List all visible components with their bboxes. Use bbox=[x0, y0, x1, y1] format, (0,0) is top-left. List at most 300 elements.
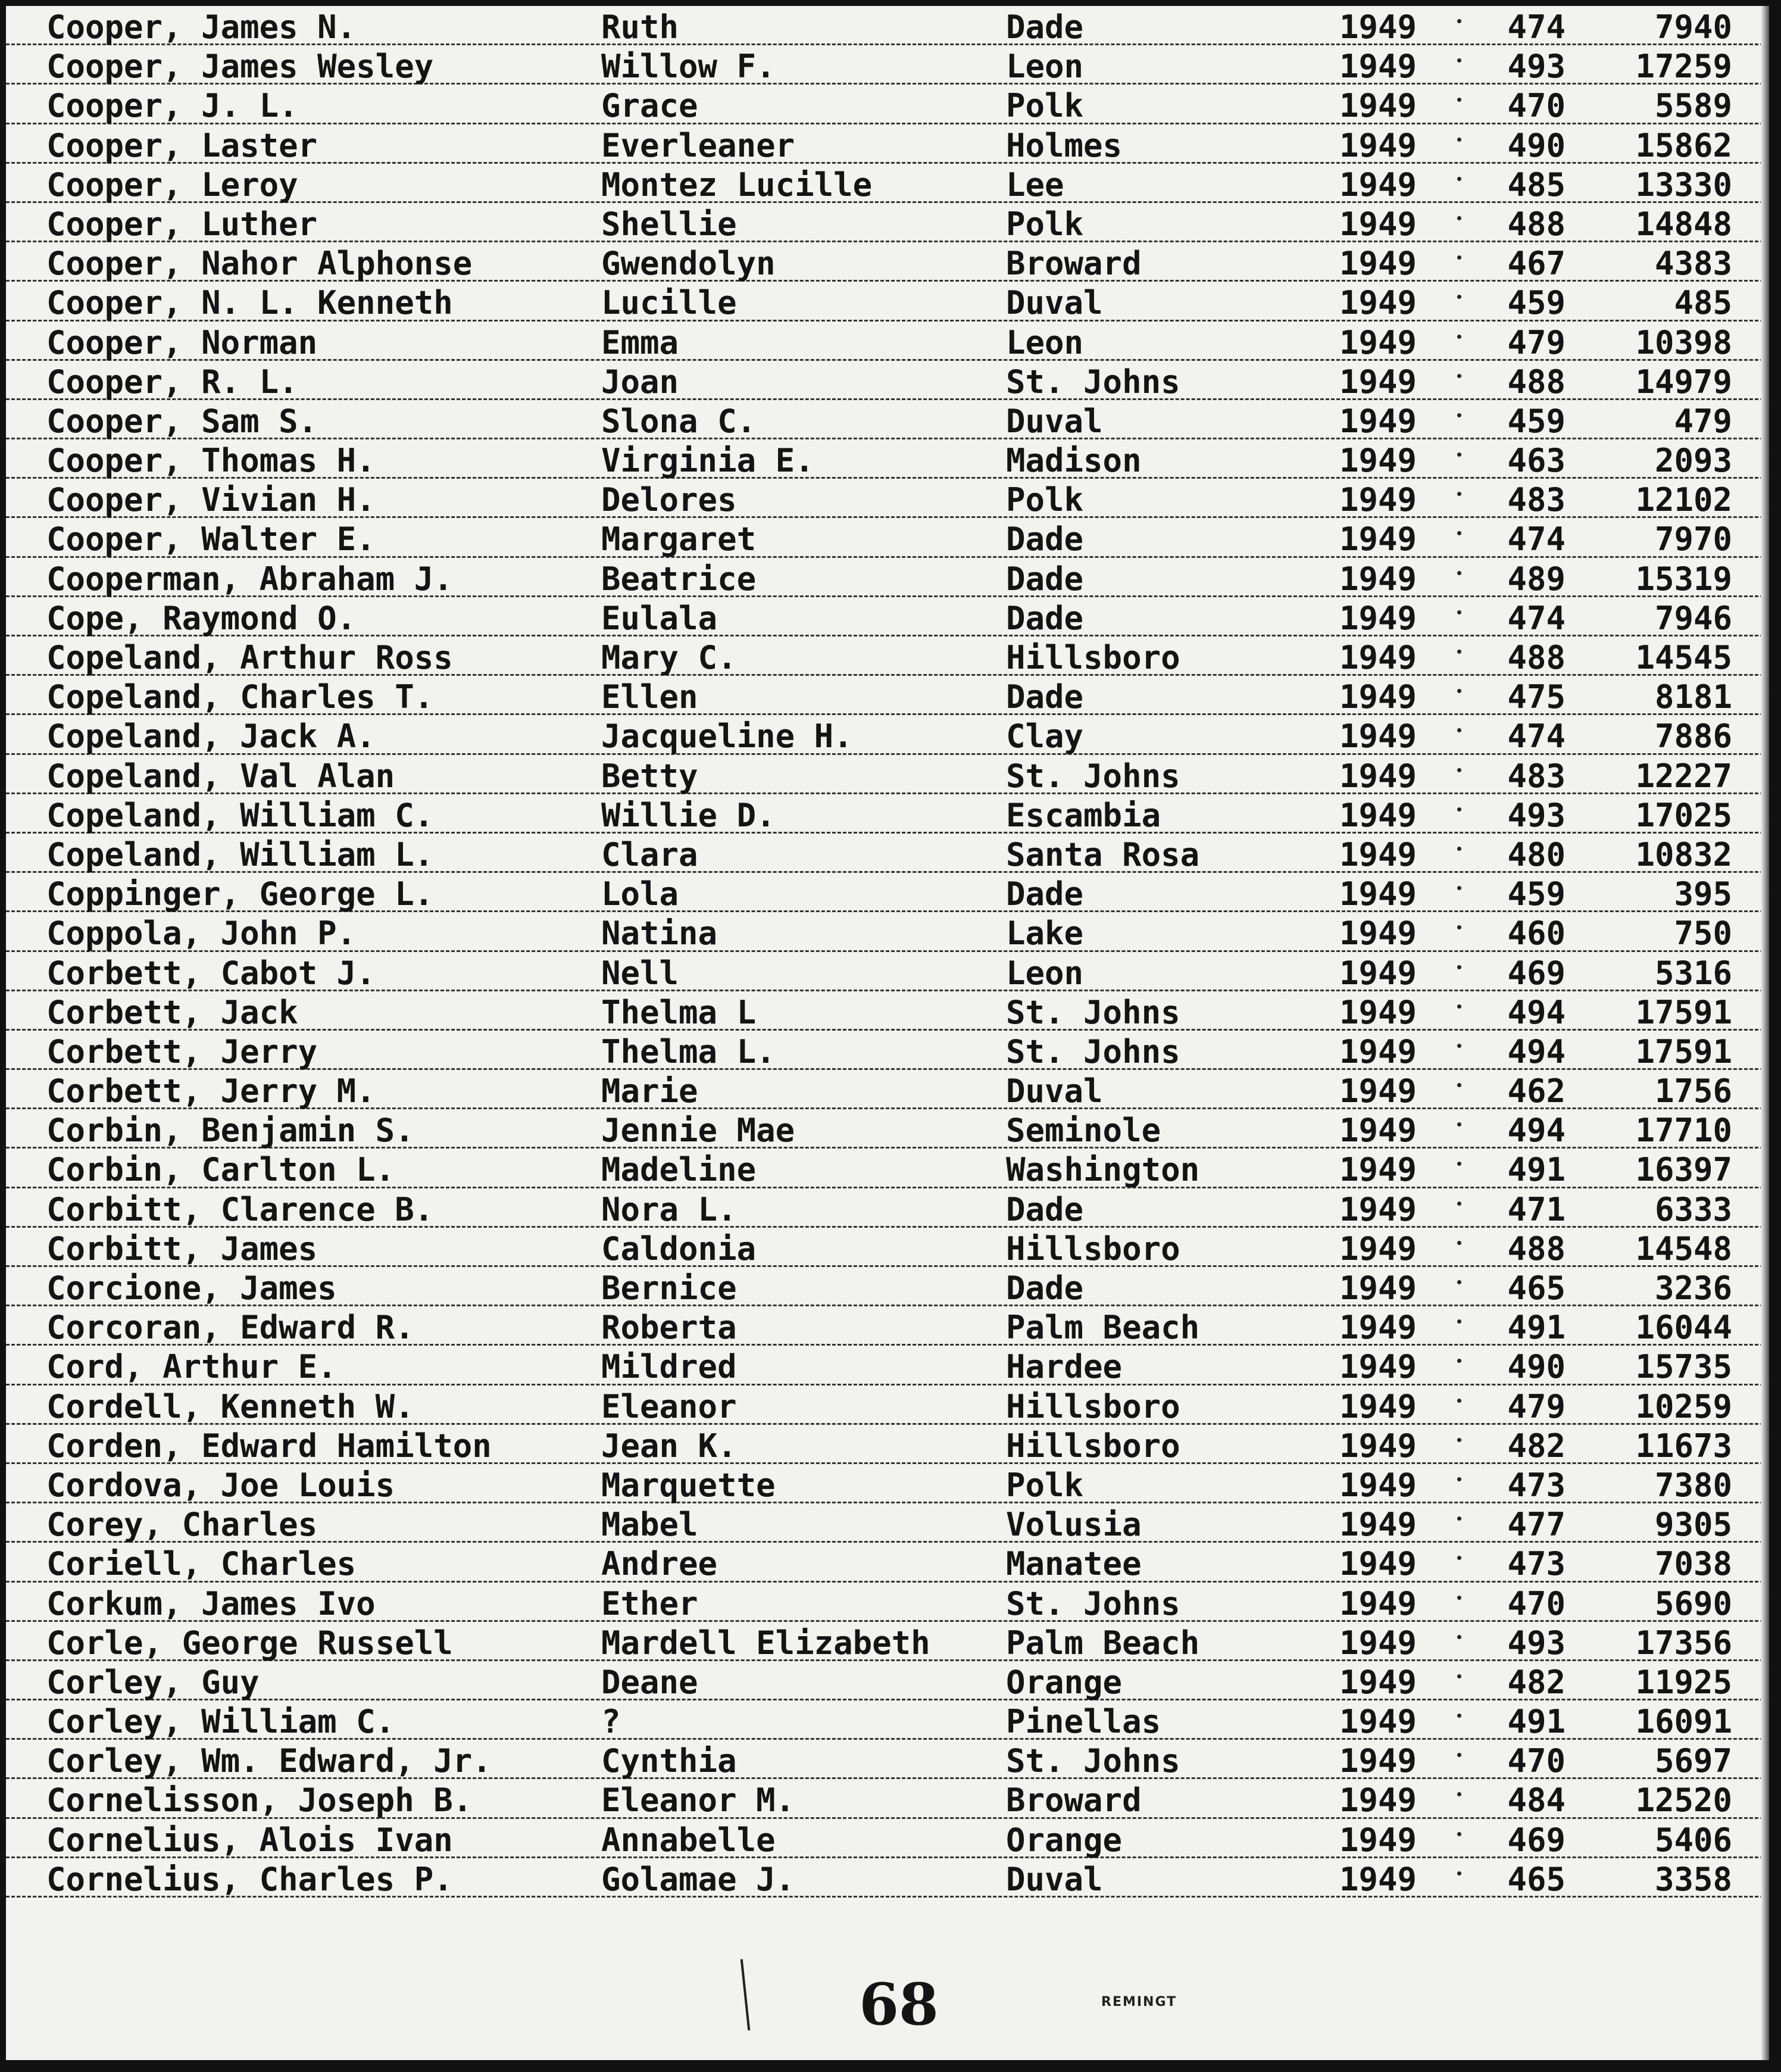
record-certificate: 9305 bbox=[1654, 1506, 1732, 1544]
record-county: Hillsboro bbox=[1006, 639, 1180, 676]
record-certificate: 17259 bbox=[1635, 48, 1732, 86]
table-row bbox=[6, 1109, 1769, 1149]
record-year: 1949 bbox=[1339, 1860, 1417, 1898]
record-volume: 488 bbox=[1507, 363, 1566, 401]
table-row bbox=[6, 794, 1769, 834]
table-row bbox=[6, 1267, 1769, 1306]
record-name: Cooper, Thomas H. bbox=[46, 442, 376, 480]
typed-dot-mark bbox=[1457, 1044, 1461, 1048]
record-spouse: Willie D. bbox=[601, 796, 776, 834]
table-row bbox=[6, 636, 1769, 676]
record-county: Orange bbox=[1006, 1821, 1123, 1859]
table-row bbox=[6, 124, 1769, 164]
record-name: Corbin, Benjamin S. bbox=[46, 1112, 414, 1150]
record-spouse: Thelma L. bbox=[601, 1032, 776, 1071]
record-volume: 469 bbox=[1507, 1821, 1566, 1859]
record-name: Copeland, Jack A. bbox=[46, 717, 376, 756]
typed-dot-mark bbox=[1457, 847, 1461, 851]
record-county: Pinellas bbox=[1006, 1703, 1161, 1741]
record-name: Corbitt, James bbox=[46, 1230, 318, 1268]
record-certificate: 17356 bbox=[1635, 1624, 1732, 1662]
typed-dot-mark bbox=[1457, 335, 1461, 339]
record-spouse: Madeline bbox=[601, 1151, 757, 1189]
typed-dot-mark bbox=[1457, 453, 1461, 457]
record-spouse: Marquette bbox=[601, 1466, 776, 1504]
record-name: Cooper, Vivian H. bbox=[46, 481, 376, 519]
record-name: Corley, Wm. Edward, Jr. bbox=[46, 1742, 492, 1780]
record-name: Corbett, Jack bbox=[46, 993, 298, 1031]
record-year: 1949 bbox=[1339, 245, 1417, 283]
table-row bbox=[6, 597, 1769, 636]
record-volume: 474 bbox=[1507, 599, 1566, 637]
record-volume: 463 bbox=[1507, 442, 1566, 480]
record-name: Corkum, James Ivo bbox=[46, 1584, 376, 1622]
record-volume: 491 bbox=[1507, 1151, 1566, 1189]
record-name: Cooper, Norman bbox=[46, 323, 318, 361]
record-year: 1949 bbox=[1339, 875, 1417, 913]
table-row bbox=[6, 1819, 1769, 1858]
record-volume: 484 bbox=[1507, 1781, 1566, 1820]
table-row bbox=[6, 282, 1769, 321]
record-spouse: Bernice bbox=[601, 1269, 737, 1307]
record-spouse: Annabelle bbox=[601, 1821, 776, 1859]
record-volume: 491 bbox=[1507, 1309, 1566, 1347]
typed-dot-mark bbox=[1457, 177, 1461, 181]
record-spouse: Roberta bbox=[601, 1309, 737, 1347]
typewriter-brand-stamp: REMINGT bbox=[1101, 1995, 1177, 2009]
table-row bbox=[6, 1031, 1769, 1070]
record-volume: 493 bbox=[1507, 48, 1566, 86]
record-spouse: Golamae J. bbox=[601, 1860, 795, 1898]
record-certificate: 4383 bbox=[1654, 245, 1732, 283]
record-certificate: 7380 bbox=[1654, 1466, 1732, 1504]
typed-dot-mark bbox=[1457, 1399, 1461, 1403]
record-volume: 473 bbox=[1507, 1466, 1566, 1504]
record-county: Polk bbox=[1006, 481, 1084, 519]
record-name: Cooper, Luther bbox=[46, 205, 318, 243]
record-county: Leon bbox=[1006, 323, 1084, 361]
typed-dot-mark bbox=[1457, 19, 1461, 23]
record-certificate: 15319 bbox=[1635, 560, 1732, 598]
record-volume: 482 bbox=[1507, 1427, 1566, 1465]
typed-dot-mark bbox=[1457, 1871, 1461, 1876]
record-volume: 470 bbox=[1507, 1584, 1566, 1622]
record-county: Duval bbox=[1006, 1072, 1103, 1110]
record-volume: 483 bbox=[1507, 481, 1566, 519]
record-spouse: Nora L. bbox=[601, 1190, 737, 1228]
record-spouse: Slona C. bbox=[601, 402, 757, 440]
record-certificate: 14979 bbox=[1635, 363, 1732, 401]
record-certificate: 14548 bbox=[1635, 1230, 1732, 1268]
table-row bbox=[6, 203, 1769, 242]
record-name: Copeland, Val Alan bbox=[46, 757, 395, 795]
record-county: St. Johns bbox=[1006, 1742, 1180, 1780]
record-volume: 474 bbox=[1507, 520, 1566, 558]
record-spouse: Natina bbox=[601, 915, 718, 953]
record-county: Orange bbox=[1006, 1663, 1123, 1701]
typed-dot-mark bbox=[1457, 1280, 1461, 1284]
typed-dot-mark bbox=[1457, 1477, 1461, 1481]
record-certificate: 6333 bbox=[1654, 1190, 1732, 1228]
record-spouse: Lola bbox=[601, 875, 679, 913]
record-county: Duval bbox=[1006, 1860, 1103, 1898]
record-name: Cope, Raymond O. bbox=[46, 599, 357, 637]
record-volume: 480 bbox=[1507, 835, 1566, 873]
record-spouse: Marie bbox=[601, 1072, 698, 1110]
record-county: Dade bbox=[1006, 1269, 1084, 1307]
table-row bbox=[6, 755, 1769, 794]
record-volume: 488 bbox=[1507, 205, 1566, 243]
table-row bbox=[6, 558, 1769, 597]
record-name: Corley, Guy bbox=[46, 1663, 260, 1701]
record-county: Lake bbox=[1006, 915, 1084, 953]
record-year: 1949 bbox=[1339, 402, 1417, 440]
record-year: 1949 bbox=[1339, 520, 1417, 558]
record-year: 1949 bbox=[1339, 126, 1417, 164]
typed-dot-mark bbox=[1457, 374, 1461, 378]
record-year: 1949 bbox=[1339, 1269, 1417, 1307]
record-county: Polk bbox=[1006, 87, 1084, 125]
typed-dot-mark bbox=[1457, 807, 1461, 812]
table-row bbox=[6, 676, 1769, 715]
table-row bbox=[6, 834, 1769, 873]
record-certificate: 750 bbox=[1674, 915, 1732, 953]
page-number: 68 bbox=[859, 1971, 939, 2038]
table-row bbox=[6, 518, 1769, 557]
table-row bbox=[6, 1188, 1769, 1228]
record-name: Copeland, Arthur Ross bbox=[46, 639, 453, 676]
table-row bbox=[6, 1503, 1769, 1543]
typed-dot-mark bbox=[1457, 138, 1461, 142]
record-name: Cordell, Kenneth W. bbox=[46, 1387, 414, 1425]
record-county: Holmes bbox=[1006, 126, 1123, 164]
pen-mark bbox=[740, 1959, 754, 2030]
record-county: Palm Beach bbox=[1006, 1309, 1200, 1347]
record-volume: 471 bbox=[1507, 1190, 1566, 1228]
record-year: 1949 bbox=[1339, 1072, 1417, 1110]
record-volume: 483 bbox=[1507, 757, 1566, 795]
record-spouse: Montez Lucille bbox=[601, 166, 873, 204]
record-county: Dade bbox=[1006, 1190, 1084, 1228]
record-name: Corley, William C. bbox=[46, 1703, 395, 1741]
record-spouse: Grace bbox=[601, 87, 698, 125]
record-certificate: 1756 bbox=[1654, 1072, 1732, 1110]
typed-dot-mark bbox=[1457, 1714, 1461, 1718]
record-certificate: 16044 bbox=[1635, 1309, 1732, 1347]
record-county: Leon bbox=[1006, 48, 1084, 86]
record-volume: 473 bbox=[1507, 1545, 1566, 1583]
record-volume: 488 bbox=[1507, 1230, 1566, 1268]
record-certificate: 7886 bbox=[1654, 717, 1732, 756]
record-spouse: Delores bbox=[601, 481, 737, 519]
record-year: 1949 bbox=[1339, 8, 1417, 46]
record-certificate: 8181 bbox=[1654, 678, 1732, 716]
table-row bbox=[6, 1858, 1769, 1898]
table-row bbox=[6, 873, 1769, 912]
table-row bbox=[6, 1661, 1769, 1700]
table-row bbox=[6, 1779, 1769, 1818]
record-certificate: 7970 bbox=[1654, 520, 1732, 558]
record-name: Coriell, Charles bbox=[46, 1545, 357, 1583]
record-name: Corbitt, Clarence B. bbox=[46, 1190, 434, 1228]
record-spouse: Thelma L bbox=[601, 993, 757, 1031]
table-row bbox=[6, 439, 1769, 479]
record-county: Leon bbox=[1006, 954, 1084, 992]
record-year: 1949 bbox=[1339, 442, 1417, 480]
table-row bbox=[6, 361, 1769, 400]
record-year: 1949 bbox=[1339, 1348, 1417, 1386]
record-name: Cord, Arthur E. bbox=[46, 1348, 337, 1386]
record-spouse: Nell bbox=[601, 954, 679, 992]
record-volume: 475 bbox=[1507, 678, 1566, 716]
record-certificate: 15862 bbox=[1635, 126, 1732, 164]
table-row bbox=[6, 912, 1769, 951]
record-year: 1949 bbox=[1339, 1151, 1417, 1189]
record-spouse: Jean K. bbox=[601, 1427, 737, 1465]
record-county: Polk bbox=[1006, 1466, 1084, 1504]
record-year: 1949 bbox=[1339, 678, 1417, 716]
record-year: 1949 bbox=[1339, 1466, 1417, 1504]
record-name: Coppola, John P. bbox=[46, 915, 357, 953]
record-year: 1949 bbox=[1339, 1032, 1417, 1071]
record-county: Volusia bbox=[1006, 1506, 1142, 1544]
record-year: 1949 bbox=[1339, 757, 1417, 795]
record-year: 1949 bbox=[1339, 205, 1417, 243]
record-county: Dade bbox=[1006, 520, 1084, 558]
record-volume: 470 bbox=[1507, 87, 1566, 125]
table-row bbox=[6, 1543, 1769, 1582]
table-row bbox=[6, 85, 1769, 124]
table-row bbox=[6, 1386, 1769, 1425]
record-spouse: Eleanor bbox=[601, 1387, 737, 1425]
typed-dot-mark bbox=[1457, 768, 1461, 772]
typed-dot-mark bbox=[1457, 1202, 1461, 1206]
typed-dot-mark bbox=[1457, 1635, 1461, 1639]
record-spouse: Shellie bbox=[601, 205, 737, 243]
table-row bbox=[6, 242, 1769, 282]
record-certificate: 10832 bbox=[1635, 835, 1732, 873]
record-year: 1949 bbox=[1339, 1742, 1417, 1780]
table-row bbox=[6, 1070, 1769, 1109]
table-row bbox=[6, 991, 1769, 1031]
record-county: Broward bbox=[1006, 245, 1142, 283]
record-name: Coppinger, George L. bbox=[46, 875, 434, 913]
record-spouse: Deane bbox=[601, 1663, 698, 1701]
record-certificate: 395 bbox=[1674, 875, 1732, 913]
record-name: Corey, Charles bbox=[46, 1506, 318, 1544]
record-volume: 491 bbox=[1507, 1703, 1566, 1741]
record-volume: 494 bbox=[1507, 1032, 1566, 1071]
record-certificate: 12227 bbox=[1635, 757, 1732, 795]
record-name: Corcoran, Edward R. bbox=[46, 1309, 414, 1347]
record-county: Santa Rosa bbox=[1006, 835, 1200, 873]
record-year: 1949 bbox=[1339, 1663, 1417, 1701]
table-row bbox=[6, 1622, 1769, 1661]
record-certificate: 16091 bbox=[1635, 1703, 1732, 1741]
typed-dot-mark bbox=[1457, 1241, 1461, 1245]
record-certificate: 2093 bbox=[1654, 442, 1732, 480]
record-name: Cordova, Joe Louis bbox=[46, 1466, 395, 1504]
record-county: Palm Beach bbox=[1006, 1624, 1200, 1662]
record-spouse: Betty bbox=[601, 757, 698, 795]
record-certificate: 13330 bbox=[1635, 166, 1732, 204]
record-name: Cornelius, Alois Ivan bbox=[46, 1821, 453, 1859]
typed-dot-mark bbox=[1457, 650, 1461, 654]
table-row bbox=[6, 1346, 1769, 1385]
record-county: Hardee bbox=[1006, 1348, 1123, 1386]
table-row bbox=[6, 1740, 1769, 1779]
record-spouse: Eulala bbox=[601, 599, 718, 637]
record-year: 1949 bbox=[1339, 1821, 1417, 1859]
record-volume: 465 bbox=[1507, 1860, 1566, 1898]
record-year: 1949 bbox=[1339, 323, 1417, 361]
record-year: 1949 bbox=[1339, 915, 1417, 953]
record-name: Corle, George Russell bbox=[46, 1624, 453, 1662]
record-spouse: Beatrice bbox=[601, 560, 757, 598]
record-certificate: 11925 bbox=[1635, 1663, 1732, 1701]
record-year: 1949 bbox=[1339, 639, 1417, 676]
record-volume: 482 bbox=[1507, 1663, 1566, 1701]
record-volume: 488 bbox=[1507, 639, 1566, 676]
record-name: Cooper, Laster bbox=[46, 126, 318, 164]
record-certificate: 485 bbox=[1674, 284, 1732, 322]
record-spouse: Ether bbox=[601, 1584, 698, 1622]
record-year: 1949 bbox=[1339, 1781, 1417, 1820]
record-volume: 459 bbox=[1507, 284, 1566, 322]
record-county: Hillsboro bbox=[1006, 1387, 1180, 1425]
typed-dot-mark bbox=[1457, 1083, 1461, 1087]
record-county: St. Johns bbox=[1006, 1032, 1180, 1071]
record-certificate: 17025 bbox=[1635, 796, 1732, 834]
record-year: 1949 bbox=[1339, 717, 1417, 756]
record-year: 1949 bbox=[1339, 1584, 1417, 1622]
typed-dot-mark bbox=[1457, 413, 1461, 417]
record-certificate: 5697 bbox=[1654, 1742, 1732, 1780]
record-year: 1949 bbox=[1339, 1545, 1417, 1583]
page-edge-shadow bbox=[1761, 6, 1769, 2060]
typed-dot-mark bbox=[1457, 1674, 1461, 1678]
typed-dot-mark bbox=[1457, 216, 1461, 220]
record-year: 1949 bbox=[1339, 1230, 1417, 1268]
document-page bbox=[6, 6, 1769, 2060]
record-year: 1949 bbox=[1339, 835, 1417, 873]
record-certificate: 7038 bbox=[1654, 1545, 1732, 1583]
record-county: Dade bbox=[1006, 599, 1084, 637]
record-volume: 474 bbox=[1507, 8, 1566, 46]
table-row bbox=[6, 479, 1769, 518]
record-volume: 493 bbox=[1507, 1624, 1566, 1662]
record-name: Corden, Edward Hamilton bbox=[46, 1427, 492, 1465]
record-spouse: Willow F. bbox=[601, 48, 776, 86]
record-spouse: Emma bbox=[601, 323, 679, 361]
table-row bbox=[6, 6, 1769, 45]
record-county: Dade bbox=[1006, 8, 1084, 46]
record-county: St. Johns bbox=[1006, 993, 1180, 1031]
record-volume: 460 bbox=[1507, 915, 1566, 953]
record-name: Cooper, R. L. bbox=[46, 363, 298, 401]
record-volume: 489 bbox=[1507, 560, 1566, 598]
marriage-index-table bbox=[6, 6, 1769, 1898]
record-spouse: Gwendolyn bbox=[601, 245, 776, 283]
record-county: Dade bbox=[1006, 678, 1084, 716]
record-spouse: Virginia E. bbox=[601, 442, 814, 480]
record-certificate: 7946 bbox=[1654, 599, 1732, 637]
record-county: Hillsboro bbox=[1006, 1230, 1180, 1268]
table-row bbox=[6, 1464, 1769, 1503]
record-volume: 469 bbox=[1507, 954, 1566, 992]
record-county: Madison bbox=[1006, 442, 1142, 480]
record-volume: 490 bbox=[1507, 1348, 1566, 1386]
record-certificate: 7940 bbox=[1654, 8, 1732, 46]
record-volume: 490 bbox=[1507, 126, 1566, 164]
record-name: Cooper, Walter E. bbox=[46, 520, 376, 558]
record-spouse: Mabel bbox=[601, 1506, 698, 1544]
record-year: 1949 bbox=[1339, 481, 1417, 519]
page-footer bbox=[6, 1935, 1769, 2054]
record-volume: 462 bbox=[1507, 1072, 1566, 1110]
record-name: Cornelius, Charles P. bbox=[46, 1860, 453, 1898]
record-spouse: Mary C. bbox=[601, 639, 737, 676]
typed-dot-mark bbox=[1457, 1596, 1461, 1600]
record-name: Cooper, Leroy bbox=[46, 166, 298, 204]
table-row bbox=[6, 1425, 1769, 1464]
record-spouse: Ellen bbox=[601, 678, 698, 716]
record-name: Corbin, Carlton L. bbox=[46, 1151, 395, 1189]
record-year: 1949 bbox=[1339, 1309, 1417, 1347]
record-spouse: Caldonia bbox=[601, 1230, 757, 1268]
record-spouse: Jennie Mae bbox=[601, 1112, 795, 1150]
record-year: 1949 bbox=[1339, 599, 1417, 637]
record-certificate: 3236 bbox=[1654, 1269, 1732, 1307]
record-county: Duval bbox=[1006, 284, 1103, 322]
record-county: Clay bbox=[1006, 717, 1084, 756]
record-name: Corbett, Jerry M. bbox=[46, 1072, 376, 1110]
record-county: St. Johns bbox=[1006, 757, 1180, 795]
record-spouse: Ruth bbox=[601, 8, 679, 46]
typed-dot-mark bbox=[1457, 610, 1461, 614]
record-county: Dade bbox=[1006, 875, 1084, 913]
record-volume: 470 bbox=[1507, 1742, 1566, 1780]
record-volume: 493 bbox=[1507, 796, 1566, 834]
record-certificate: 5589 bbox=[1654, 87, 1732, 125]
record-year: 1949 bbox=[1339, 560, 1417, 598]
record-spouse: Eleanor M. bbox=[601, 1781, 795, 1820]
record-year: 1949 bbox=[1339, 48, 1417, 86]
record-volume: 494 bbox=[1507, 993, 1566, 1031]
record-year: 1949 bbox=[1339, 993, 1417, 1031]
record-name: Cooper, J. L. bbox=[46, 87, 298, 125]
record-spouse: Lucille bbox=[601, 284, 737, 322]
record-name: Copeland, William L. bbox=[46, 835, 434, 873]
record-county: Hillsboro bbox=[1006, 1427, 1180, 1465]
record-year: 1949 bbox=[1339, 1190, 1417, 1228]
record-volume: 494 bbox=[1507, 1112, 1566, 1150]
record-year: 1949 bbox=[1339, 1703, 1417, 1741]
record-volume: 459 bbox=[1507, 402, 1566, 440]
record-name: Cornelisson, Joseph B. bbox=[46, 1781, 473, 1820]
record-name: Cooperman, Abraham J. bbox=[46, 560, 453, 598]
record-year: 1949 bbox=[1339, 796, 1417, 834]
record-name: Cooper, N. L. Kenneth bbox=[46, 284, 453, 322]
record-certificate: 5316 bbox=[1654, 954, 1732, 992]
record-spouse: ? bbox=[601, 1703, 621, 1741]
record-volume: 477 bbox=[1507, 1506, 1566, 1544]
record-year: 1949 bbox=[1339, 1112, 1417, 1150]
table-row bbox=[6, 1306, 1769, 1346]
record-year: 1949 bbox=[1339, 166, 1417, 204]
record-name: Corbett, Cabot J. bbox=[46, 954, 376, 992]
record-certificate: 16397 bbox=[1635, 1151, 1732, 1189]
